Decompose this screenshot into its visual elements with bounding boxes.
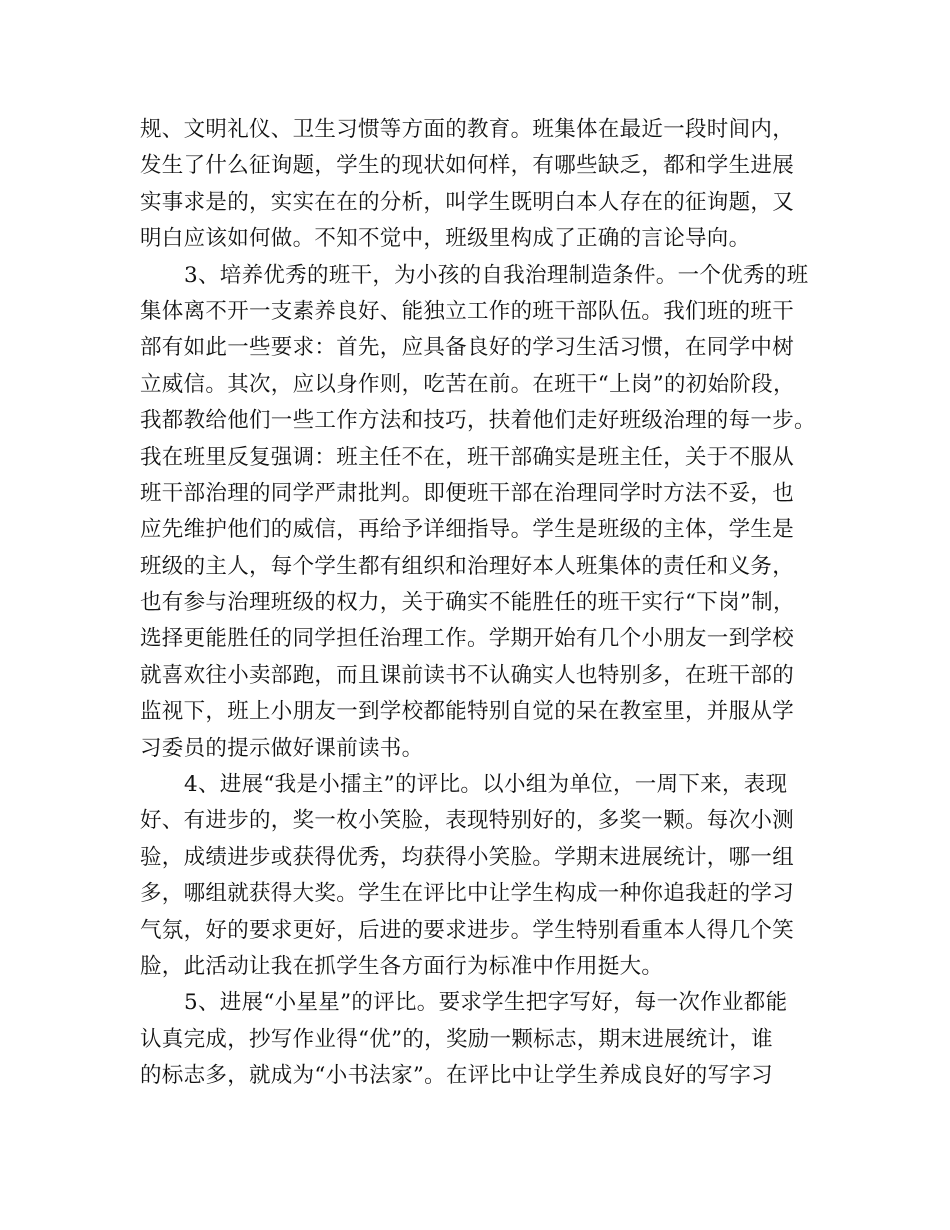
text-line: 也有参与治理班级的权力，关于确实不能胜任的班干实行“下岗”制， bbox=[140, 590, 795, 616]
text-line: 我都教给他们一些工作方法和技巧，扶着他们走好班级治理的每一步。 bbox=[140, 408, 816, 434]
text-line: 发生了什么征询题，学生的现状如何样，有哪些缺乏，都和学生进展 bbox=[140, 153, 795, 179]
text-line: 习委员的提示做好课前读书。 bbox=[140, 735, 424, 761]
paragraph-start-line: 5、进展“小星星”的评比。要求学生把字写好，每一次作业都能 bbox=[184, 990, 788, 1016]
text-line: 应先维护他们的威信，再给予详细指导。学生是班级的主体，学生是 bbox=[140, 517, 795, 543]
text-line: 班干部治理的同学严肃批判。即便班干部在治理同学时方法不妥，也 bbox=[140, 480, 795, 506]
text-line: 选择更能胜任的同学担任治理工作。学期开始有几个小朋友一到学校 bbox=[140, 626, 795, 652]
text-line: 认真完成，抄写作业得“优”的，奖励一颗标志，期末进展统计，谁 bbox=[140, 1026, 773, 1052]
text-line: 气氛，好的要求更好，后进的要求进步。学生特别看重本人得几个笑 bbox=[140, 917, 795, 943]
text-line: 好、有进步的，奖一枚小笑脸，表现特别好的，多奖一颗。每次小测 bbox=[140, 808, 795, 834]
text-line: 我在班里反复强调：班主任不在，班干部确实是班主任，关于不服从 bbox=[140, 444, 795, 470]
text-line: 班级的主人，每个学生都有组织和治理好本人班集体的责任和义务， bbox=[140, 553, 795, 579]
text-line: 明白应该如何做。不知不觉中，班级里构成了正确的言论导向。 bbox=[140, 226, 751, 252]
document-body bbox=[140, 112, 830, 1095]
text-line: 部有如此一些要求：首先，应具备良好的学习生活习惯，在同学中树 bbox=[140, 335, 795, 361]
text-line: 脸，此活动让我在抓学生各方面行为标准中作用挺大。 bbox=[140, 953, 664, 979]
text-line: 实事求是的，实实在在的分析，叫学生既明白本人存在的征询题，又 bbox=[140, 189, 795, 215]
text-line: 多，哪组就获得大奖。学生在评比中让学生构成一种你追我赶的学习 bbox=[140, 881, 795, 907]
paragraph-start-line: 3、培养优秀的班干，为小孩的自我治理制造条件。一个优秀的班 bbox=[184, 262, 809, 288]
paragraph-start-line: 4、进展“我是小擂主”的评比。以小组为单位，一周下来，表现 bbox=[184, 772, 788, 798]
text-line: 的标志多，就成为“小书法家”。在评比中让学生养成良好的写字习 bbox=[140, 1063, 773, 1089]
text-line: 监视下，班上小朋友一到学校都能特别自觉的呆在教室里，并服从学 bbox=[140, 699, 795, 725]
text-line: 规、文明礼仪、卫生习惯等方面的教育。班集体在最近一段时间内， bbox=[140, 117, 795, 142]
text-line: 立威信。其次，应以身作则，吃苦在前。在班干“上岗”的初始阶段， bbox=[140, 371, 795, 397]
text-line: 集体离不开一支素养良好、能独立工作的班干部队伍。我们班的班干 bbox=[140, 298, 795, 324]
text-line: 就喜欢往小卖部跑，而且课前读书不认确实人也特别多，在班干部的 bbox=[140, 662, 795, 688]
text-line: 验，成绩进步或获得优秀，均获得小笑脸。学期末进展统计，哪一组 bbox=[140, 844, 795, 870]
